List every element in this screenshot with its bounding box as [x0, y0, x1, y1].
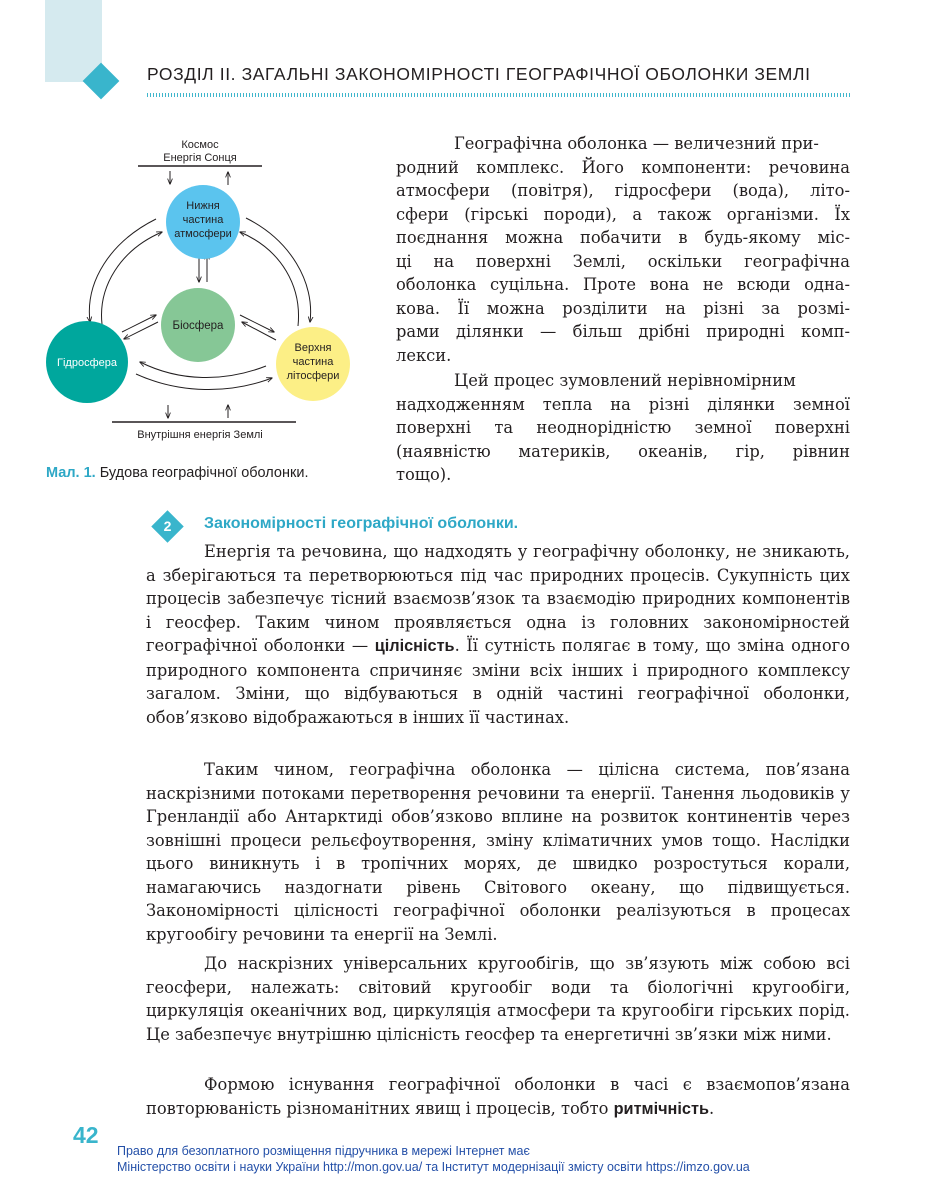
intro-line: надходженням тепла на різні ділянки земної: [396, 394, 850, 414]
term-rhythmicity: ритмічність: [613, 1099, 709, 1118]
intro-line: Цей процес зумовлений нерівномірним: [454, 371, 796, 390]
atmosphere-label-3: атмосфери: [174, 228, 232, 240]
solar-energy-label: Енергія Сонця: [163, 152, 237, 164]
figure-caption: [46, 465, 308, 481]
lithosphere-label-2: частина: [292, 356, 334, 368]
atmosphere-label-1: Нижня: [186, 200, 220, 212]
internal-energy-label: Внутрішня енергія Землі: [137, 429, 263, 441]
section-title: Закономірності географічної оболонки.: [204, 515, 519, 532]
lithosphere-label-3: літосфери: [286, 370, 340, 382]
lithosphere-label-1: Верхня: [294, 342, 332, 354]
atmosphere-label-2: частина: [182, 214, 224, 226]
intro-line: ці на поверхні Землі, оскільки географічна: [396, 251, 850, 271]
figure-caption-text: Будова географічної оболонки.: [99, 465, 309, 481]
intro-line: оболонка суцільна. Проте вона не всюди одна-: [396, 275, 850, 294]
body-paragraph-3: До наскрізних універсальних кругообігів, що зв’язують між собою всі геосфери, належать: світовий кругообіг води та біологічні кругообіги, циркуляція океанічних вод, циркуляція атмосфери та кругообіги гірських порід. Це забезпечує внутрішню цілісність геосфер та енергетичні зв’язки між ними.: [146, 954, 850, 1044]
biosphere-label: Біосфера: [172, 320, 224, 332]
intro-line: рами ділянки — більш дрібні природні комп-: [396, 322, 850, 341]
footer-license-line-1: Право для безоплатного розміщення підручника в мережі Інтернет має: [117, 1144, 530, 1158]
intro-line: лекси.: [396, 345, 452, 365]
intro-line: атмосфери (повітря), гідросфери (вода), літо-: [396, 181, 850, 200]
intro-line: кова. Її можна розділити на різні за розмі-: [396, 298, 850, 318]
intro-line: тощо).: [396, 465, 452, 484]
term-integrity: цілісність: [374, 637, 455, 655]
body-paragraph-1: Енергія та речовина, що надходять у географічну оболонку, не зникають, а зберігаються та перетворюються під час природних процесів. Сукупність цих процесів забезпечує тісний взаємозв’язок та взаємодію природних компонентів і геосфер. Таким чином проявляється одна із головних закономірностей географічної оболонки — цілісність. Її сутність полягає в тому, що зміна одного природного компонента спричиняє зміни всіх інших і природного комплексу загалом. Зміни, що відбуваються в одній частині географічної оболонки, обов’язково відображаються в інших її частинах.: [146, 542, 850, 727]
intro-line: поверхні та неоднорідністю земної поверхні: [396, 418, 850, 437]
hydrosphere-label: Гідросфера: [57, 357, 117, 369]
intro-line: (наявністю материків, океанів, гір, рівнин: [396, 441, 850, 461]
chapter-header: РОЗДІЛ ІІ. ЗАГАЛЬНІ ЗАКОНОМІРНОСТІ ГЕОГРАФІЧНОЇ ОБОЛОНКИ ЗЕМЛІ: [147, 64, 811, 84]
figure-caption-label: Мал. 1.: [46, 465, 96, 481]
geographic-envelope-diagram: [40, 132, 370, 450]
section-number: 2: [163, 518, 172, 534]
intro-line: сфери (гірські породи), а також організми. Їх: [396, 204, 850, 224]
space-label: Космос: [181, 139, 219, 151]
intro-line: родний комплекс. Його компоненти: речовина: [396, 157, 850, 177]
intro-line: поєднання можна побачити в будь-якому міс-: [396, 228, 850, 247]
body-paragraph-4: Формою існування географічної оболонки в часі є взаємопов’язана повторюваність різноманітних явищ і процесів, тобто ритмічність.: [146, 1075, 850, 1118]
header-dotted-rule: [147, 93, 850, 97]
footer-license-line-2: Міністерство освіти і науки України http://mon.gov.ua/ та Інститут модернізації змісту освіти https://imzo.gov.ua: [117, 1160, 750, 1174]
intro-line: Географічна оболонка — величезний при-: [454, 134, 819, 153]
body-paragraph-2: Таким чином, географічна оболонка — цілісна система, пов’язана наскрізними потоками перетворення речовини та енергії. Танення льодовиків у Гренландії або Антарктиді обов’язково вплине на розвиток континентів через зовнішні процеси рельєфоутворення, зміну кліматичних умов тощо. Наслідки цього виникнуть і в тропічних морях, де швидко розростуться корали, намагаючись наздогнати рівень Світового океану, що підвищується. Закономірності цілісності географічної оболонки реалізуються в процесах кругообігу речовини та енергії на Землі.: [146, 760, 850, 944]
page-number: 42: [73, 1122, 99, 1148]
